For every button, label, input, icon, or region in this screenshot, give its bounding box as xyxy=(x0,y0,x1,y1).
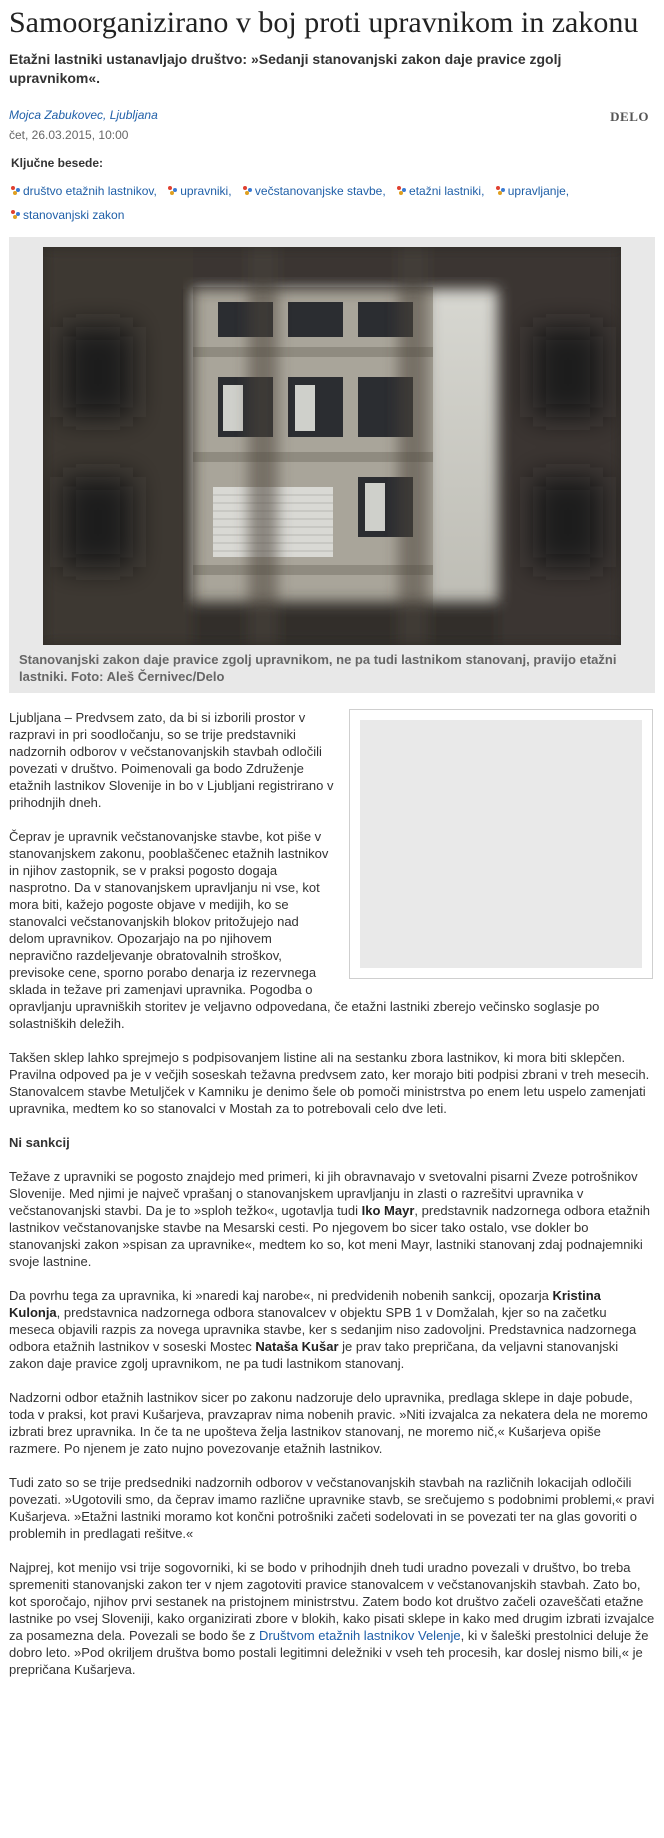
paragraph: Ljubljana – Predvsem zato, da bi si izborili prostor v razpravi in pri soodločanju, so se trije predstavniki nadzornih odborov v večstanovanjskih stavbah odločili povezati v društvo. Poimenovali ga bodo Združenje etažnih lastnikov Slovenije in bo v Ljubljani registrirano v prihodnjih dneh. xyxy=(9,710,334,810)
keyword-link[interactable]: etažni lastniki, xyxy=(397,179,484,203)
keyword-link[interactable]: upravniki, xyxy=(168,179,231,203)
tag-dots-icon xyxy=(496,186,506,196)
paragraph: Da povrhu tega za upravnika, ki »naredi kaj narobe«, ni predvidenih nobenih sankcij, opozarja Kristina Kulonja, predstavnica nadzornega odbora stanovalcev v objektu SPB 1 v Domžalah, kjer so na začetku meseca objavili razpis za novega upravnika stavbe, ker s sedanjim niso zadovoljni. Predstavnica nadzornega odbora etažnih lastnikov v soseski Mostec Nataša Kušar je prav tako prepričana, da veljavni stanovanjski zakon daje pravice zgolj upravnikom, ne pa tudi lastnikom stanovanj. xyxy=(9,1288,637,1371)
section-heading: Ni sankcij xyxy=(9,1135,70,1150)
article-subtitle: Etažni lastniki ustanavljajo društvo: »Sedanji stanovanjski zakon daje pravice zgolj upravnikom«. xyxy=(9,51,562,86)
author-link[interactable]: Mojca Zabukovec, Ljubljana xyxy=(9,108,158,122)
article-body xyxy=(9,709,655,1678)
photo-caption: Stanovanjski zakon daje pravice zgolj upravnikom, ne pa tudi lastnikom stanovanj, pravijo etažni lastniki. Foto: Aleš Černivec/Delo xyxy=(19,652,617,684)
keywords-section xyxy=(9,155,655,227)
paragraph: Tudi zato so se trije predsedniki nadzornih odborov v večstanovanjskih stavbah na različnih lokacijah odločili povezati. »Ugotovili smo, da čeprav imamo različne upravnike stavb, se srečujemo s podobnimi problemi,« pravi Kušarjeva. »Etažni lastniki moramo kot končni potrošniki začeti sodelovati in se povezati ter na glas govoriti o problemih in predlagati rešitve.« xyxy=(9,1475,655,1541)
paragraph: Takšen sklep lahko sprejmejo s podpisovanjem listine ali na sestanku zbora lastnikov, ki mora biti sklepčen. Pravilna odpoved pa je v večjih soseskah težavna predvsem zato, ker morajo biti podpisi zbrani v treh mesecih. Stanovalcem stavbe Metuljček v Kamniku je denimo šele ob pomoči ministrstva po enem letu uspelo zamenjati upravnika, medtem ko so stanovalci v Mostah za to potrebovali celo dve leti. xyxy=(9,1050,650,1116)
keyword-link[interactable]: stanovanjski zakon xyxy=(11,203,124,227)
article-meta xyxy=(9,107,655,147)
paragraph: Težave z upravniki se pogosto znajdejo med primeri, ki jih obravnavajo v svetovalni pisarni Zveze potrošnikov Slovenije. Med njimi je največ vprašanj o stanovanjskem upravljanju in zlasti o razrešitvi upravnika v večstanovanjski stavbi. Da je to »sploh težko«, ugotavlja tudi Iko Mayr, predstavnik nadzornega odbora etažnih lastnikov večstanovanjske stavbe na Mesarski cesti. Po njegovem bo sicer tako ostalo, vse dokler bo stanovanjski zakon »spisan za upravnike«, medtem ko so, kot meni Mayr, lastniki stanovanj zdaj podnajemniki svoje lastnine. xyxy=(9,1169,651,1269)
article-page xyxy=(0,6,664,1678)
advertisement-box[interactable] xyxy=(349,709,653,979)
tag-dots-icon xyxy=(397,186,407,196)
article-figure xyxy=(9,237,655,693)
building-photo xyxy=(43,247,621,645)
keywords-label: Ključne besede: xyxy=(11,156,104,170)
keyword-link[interactable]: društvo etažnih lastnikov, xyxy=(11,179,157,203)
person-name: Kristina Kulonja xyxy=(9,1288,601,1320)
article-title: Samoorganizirano v boj proti upravnikom in zakonu xyxy=(9,6,639,39)
drustvo-velenje-link[interactable]: Društvom etažnih lastnikov Velenje xyxy=(259,1628,461,1643)
person-name: Nataša Kušar xyxy=(255,1339,339,1354)
delo-logo: DELO xyxy=(610,109,649,124)
ad-placeholder xyxy=(360,720,642,968)
person-name: Iko Mayr xyxy=(361,1203,415,1218)
publish-date: čet, 26.03.2015, 10:00 xyxy=(9,128,129,142)
keyword-link[interactable]: večstanovanjske stavbe, xyxy=(243,179,386,203)
tag-dots-icon xyxy=(11,186,21,196)
tag-dots-icon xyxy=(11,210,21,220)
paragraph: Čeprav je upravnik večstanovanjske stavbe, kot piše v stanovanjskem zakonu, pooblaščenec etažnih lastnikov in njihov zastopnik, se v praksi pogosto dogaja nasprotno. Da v stanovanjskem upravljanju ni vse, kot mora biti, kažejo pogoste objave v medijih, ko se stanovalci večstanovanjskih blokov pritožujejo nad delom upravnikov. Opozarjajo na po njihovem nepravično razdeljevanje obratovalnih stroškov, previsoke cene, sporno porabo denarja iz rezervnega sklada in težave pri zamenjavi upravnika. Pogodba o opravljanju upravniških storitev je veljavno odpovedana, če etažni lastniki zberejo večinsko soglasje po solastniških deležih. xyxy=(9,829,600,1031)
keyword-link[interactable]: upravljanje, xyxy=(496,179,569,203)
tag-dots-icon xyxy=(168,186,178,196)
keywords-list xyxy=(11,179,655,227)
tag-dots-icon xyxy=(243,186,253,196)
paragraph: Nadzorni odbor etažnih lastnikov sicer po zakonu nadzoruje delo upravnika, predlaga sklepe in daje pobude, toda v praksi, kot pravi Kušarjeva, pravzaprav nima nobenih pravic. »Niti izvajalca za nekatera dela ne moremo izbrati brez upravnika. In če ta ne upošteva želja lastnikov stanovanj, ne moremo nič,« Kušarjeva opiše razmere. Po njenem je zato nujno povezovanje etažnih lastnikov. xyxy=(9,1390,648,1456)
paragraph: Najprej, kot menijo vsi trije sogovorniki, ki se bodo v prihodnjih dneh tudi uradno povezali v društvo, bo treba spremeniti stanovanjski zakon ter v njem zagotoviti pravice stanovalcem v večstanovanjskih stavbah. Zato bo, kot sporočajo, njihov prvi sestanek na pristojnem ministrstvu. Zatem bodo kot društvo začeli ozaveščati etažne lastnike po vsej Sloveniji, kako organizirati zbore v blokih, kako pisati sklepe in kako med drugim izbrati izvajalce za posamezna dela. Povezali se bodo še z Društvom etažnih lastnikov Velenje, ki v šaleški prestolnici deluje že dobro leto. »Pod okriljem društva bomo postali legitimni deležniki v vseh teh procesih, kar doslej nismo bili,« je prepričana Kušarjeva. xyxy=(9,1560,655,1677)
